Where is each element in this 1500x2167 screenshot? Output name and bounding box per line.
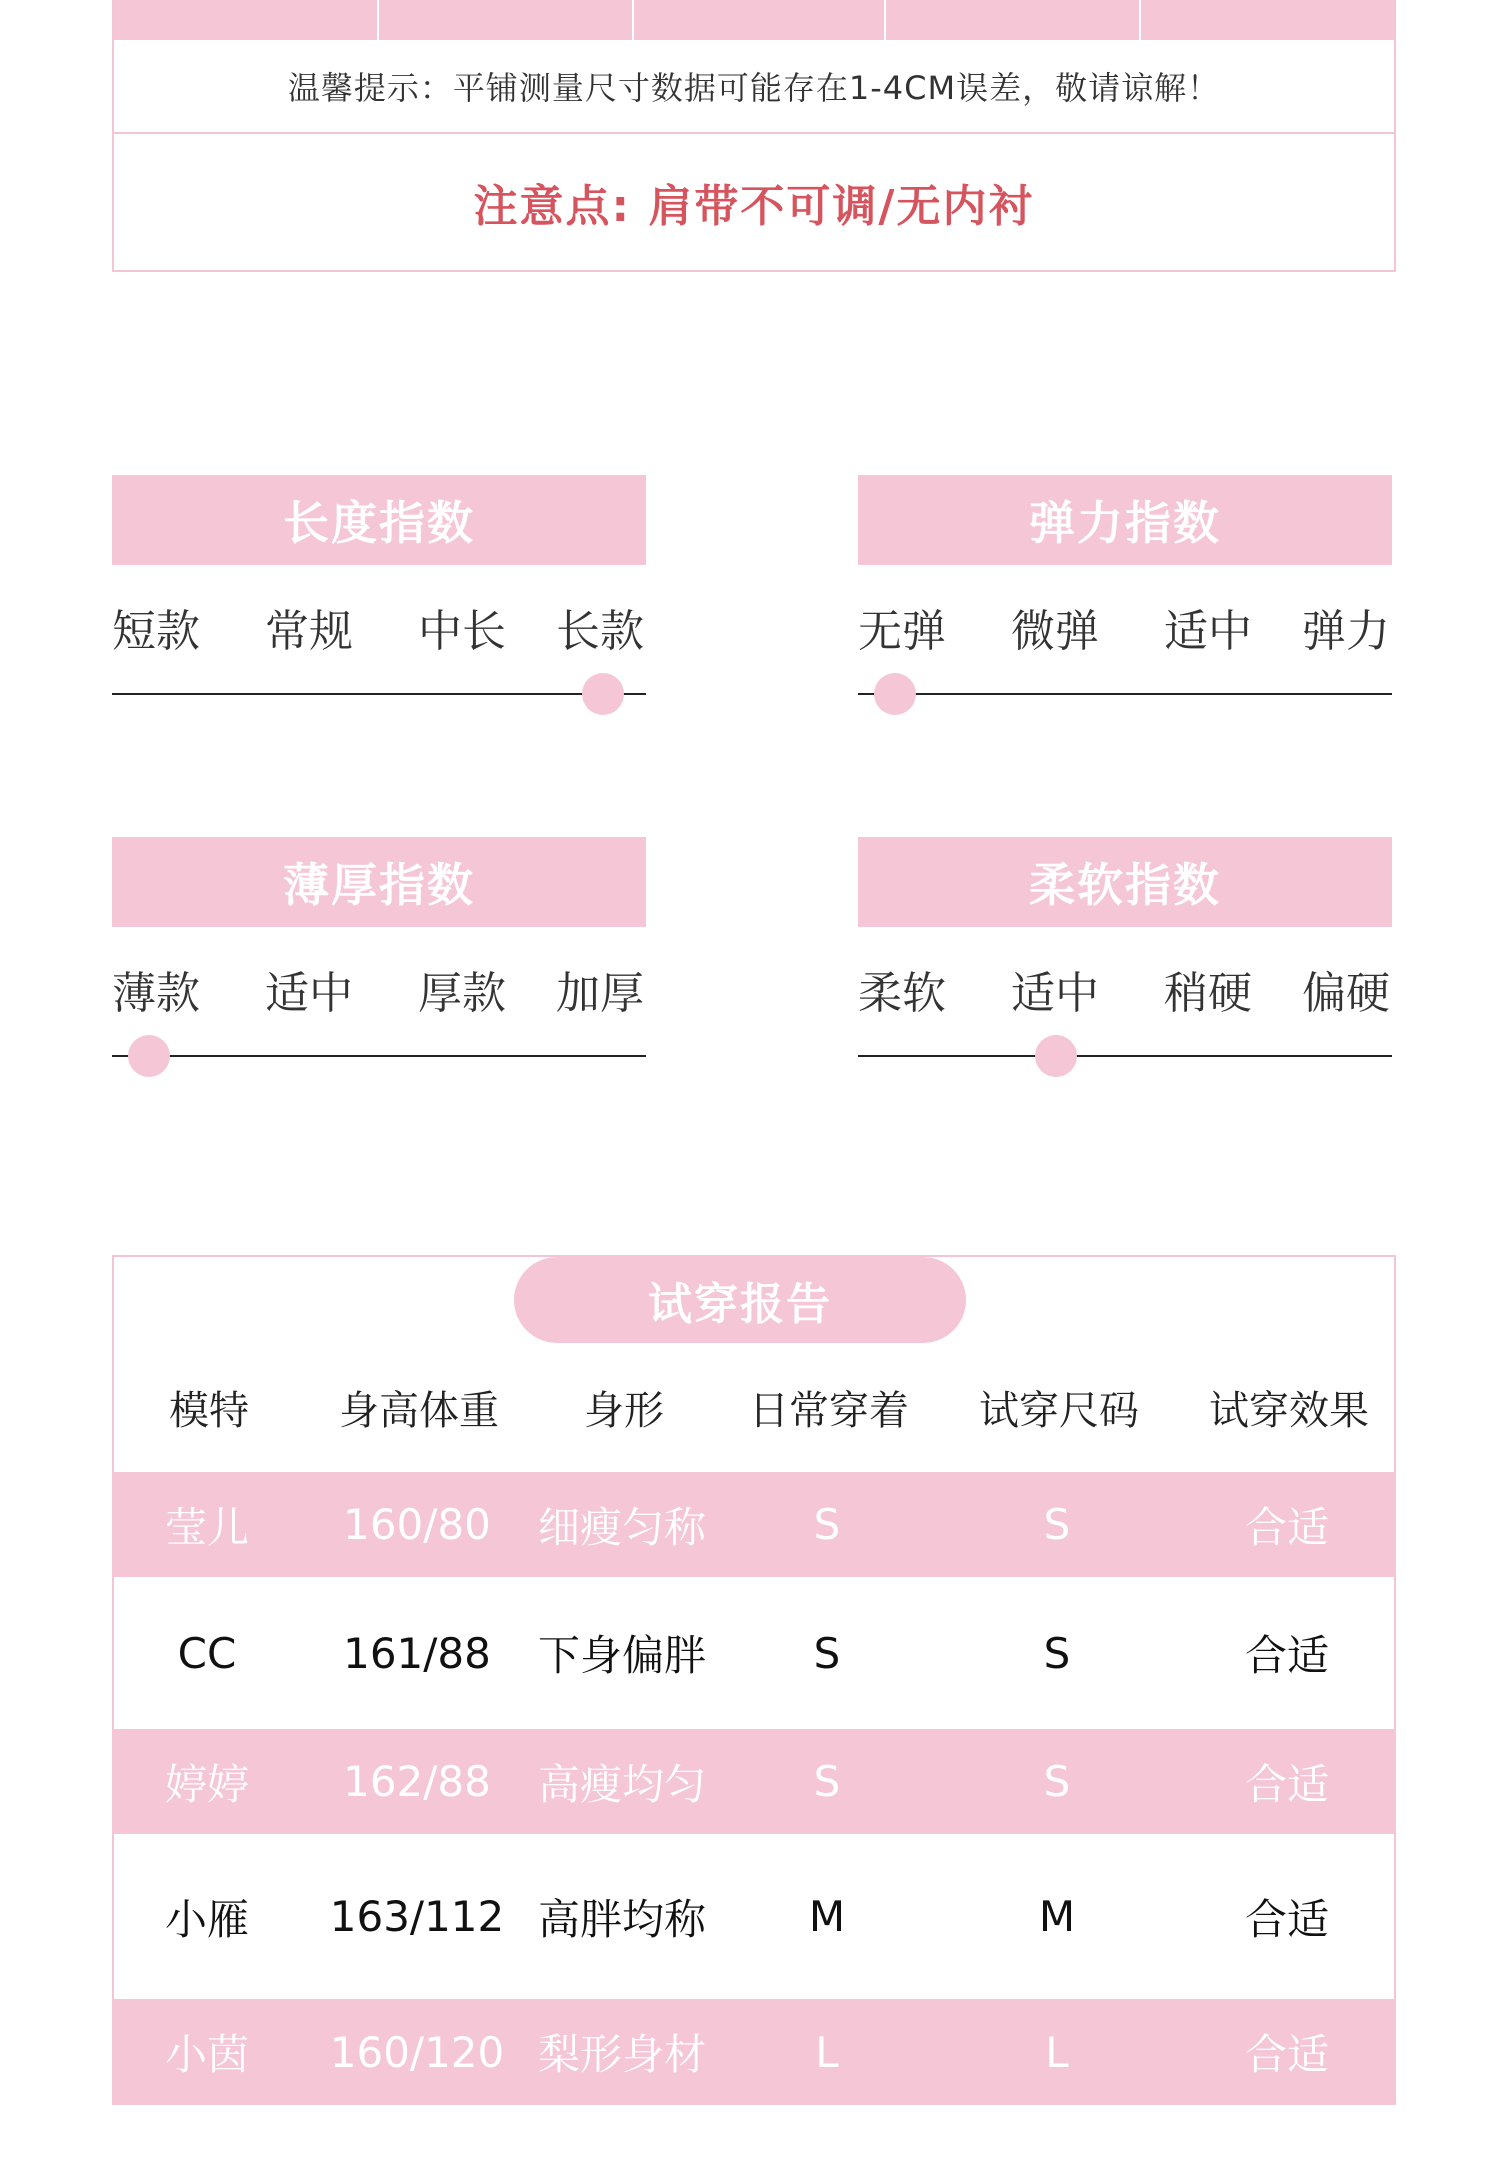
cell-trial-size: S xyxy=(1043,1500,1071,1549)
attention-note: 注意点: 肩带不可调/无内衬 xyxy=(473,181,1035,232)
index-label: 稍硬 xyxy=(1164,968,1252,1019)
index-title: 长度指数 xyxy=(112,475,646,565)
table-row xyxy=(112,1834,1396,1999)
cell-trial-effect: 合适 xyxy=(1244,1759,1329,1809)
index-label: 厚款 xyxy=(418,968,506,1019)
index-title: 弹力指数 xyxy=(858,475,1392,565)
cell-model: 小茵 xyxy=(164,2030,249,2079)
index-label: 常规 xyxy=(265,606,353,657)
thickness-index xyxy=(112,837,646,1097)
table-row xyxy=(112,1577,1396,1729)
cell-body-shape: 高瘦均匀 xyxy=(537,1759,706,1809)
size-table-header-strip xyxy=(114,0,1394,40)
size-table xyxy=(112,0,1396,272)
index-label: 偏硬 xyxy=(1302,968,1390,1019)
cell-height-weight: 160/80 xyxy=(343,1500,491,1549)
cell-trial-size: S xyxy=(1043,1628,1071,1678)
index-level-dot xyxy=(128,1035,170,1077)
header-body-shape: 身形 xyxy=(584,1387,664,1434)
index-label: 长款 xyxy=(556,606,644,657)
index-label: 柔软 xyxy=(858,968,946,1019)
column-divider xyxy=(377,0,379,40)
trial-report xyxy=(112,1255,1396,2105)
index-track xyxy=(858,1055,1392,1057)
index-level-dot xyxy=(582,673,624,715)
cell-model: CC xyxy=(177,1628,237,1678)
index-track xyxy=(112,1055,646,1057)
cell-daily-size: M xyxy=(808,1892,846,1941)
index-level-dot xyxy=(874,673,916,715)
cell-body-shape: 高胖均称 xyxy=(537,1894,706,1944)
index-label: 短款 xyxy=(112,606,200,657)
header-model: 模特 xyxy=(169,1387,249,1434)
index-label: 薄款 xyxy=(112,968,200,1019)
index-label: 适中 xyxy=(1011,968,1099,1019)
cell-trial-effect: 合适 xyxy=(1244,1894,1329,1944)
index-level-dot xyxy=(1035,1035,1077,1077)
cell-daily-size: S xyxy=(813,1628,841,1678)
report-title: 试穿报告 xyxy=(514,1257,966,1343)
cell-trial-effect: 合适 xyxy=(1244,1631,1329,1680)
index-track xyxy=(112,693,646,695)
index-track xyxy=(858,693,1392,695)
cell-trial-effect: 合适 xyxy=(1244,1502,1329,1552)
column-divider xyxy=(1139,0,1141,40)
cell-model: 小雁 xyxy=(164,1894,249,1944)
measurement-tip: 温馨提示：平铺测量尺寸数据可能存在1-4CM误差，敬请谅解！ xyxy=(114,40,1394,134)
index-labels xyxy=(858,595,1392,655)
report-header-row xyxy=(114,1352,1394,1462)
cell-height-weight: 160/120 xyxy=(329,2027,505,2077)
index-title: 薄厚指数 xyxy=(112,837,646,927)
header-height-weight: 身高体重 xyxy=(339,1387,499,1434)
index-label: 适中 xyxy=(1164,606,1252,657)
elasticity-index xyxy=(858,475,1392,735)
cell-daily-size: S xyxy=(813,1757,841,1806)
table-row xyxy=(112,1472,1396,1577)
cell-daily-size: L xyxy=(815,2027,839,2077)
cell-model: 莹儿 xyxy=(164,1502,249,1552)
softness-index xyxy=(858,837,1392,1097)
cell-trial-effect: 合适 xyxy=(1244,2030,1329,2079)
index-label: 中长 xyxy=(418,606,506,657)
index-label: 适中 xyxy=(265,968,353,1019)
cell-body-shape: 下身偏胖 xyxy=(537,1631,706,1680)
index-label: 加厚 xyxy=(556,968,644,1019)
cell-body-shape: 梨形身材 xyxy=(537,2030,706,2079)
cell-trial-size: L xyxy=(1045,2027,1069,2077)
length-index xyxy=(112,475,646,735)
index-labels xyxy=(112,957,646,1017)
cell-height-weight: 162/88 xyxy=(343,1757,491,1806)
cell-trial-size: M xyxy=(1038,1892,1076,1941)
cell-height-weight: 161/88 xyxy=(343,1628,491,1678)
table-row xyxy=(112,1999,1396,2105)
header-trial-effect: 试穿效果 xyxy=(1209,1387,1369,1434)
cell-trial-size: S xyxy=(1043,1757,1071,1806)
header-daily-size: 日常穿着 xyxy=(749,1387,909,1434)
cell-daily-size: S xyxy=(813,1500,841,1549)
index-label: 弹力 xyxy=(1302,606,1390,657)
table-row xyxy=(112,1729,1396,1834)
header-trial-size: 试穿尺码 xyxy=(979,1387,1139,1434)
index-label: 无弹 xyxy=(858,606,946,657)
index-label: 微弹 xyxy=(1011,606,1099,657)
index-labels xyxy=(858,957,1392,1017)
cell-model: 婷婷 xyxy=(164,1759,249,1809)
index-labels xyxy=(112,595,646,655)
cell-body-shape: 细瘦匀称 xyxy=(537,1502,706,1552)
cell-height-weight: 163/112 xyxy=(329,1892,505,1941)
column-divider xyxy=(632,0,634,40)
index-title: 柔软指数 xyxy=(858,837,1392,927)
column-divider xyxy=(884,0,886,40)
